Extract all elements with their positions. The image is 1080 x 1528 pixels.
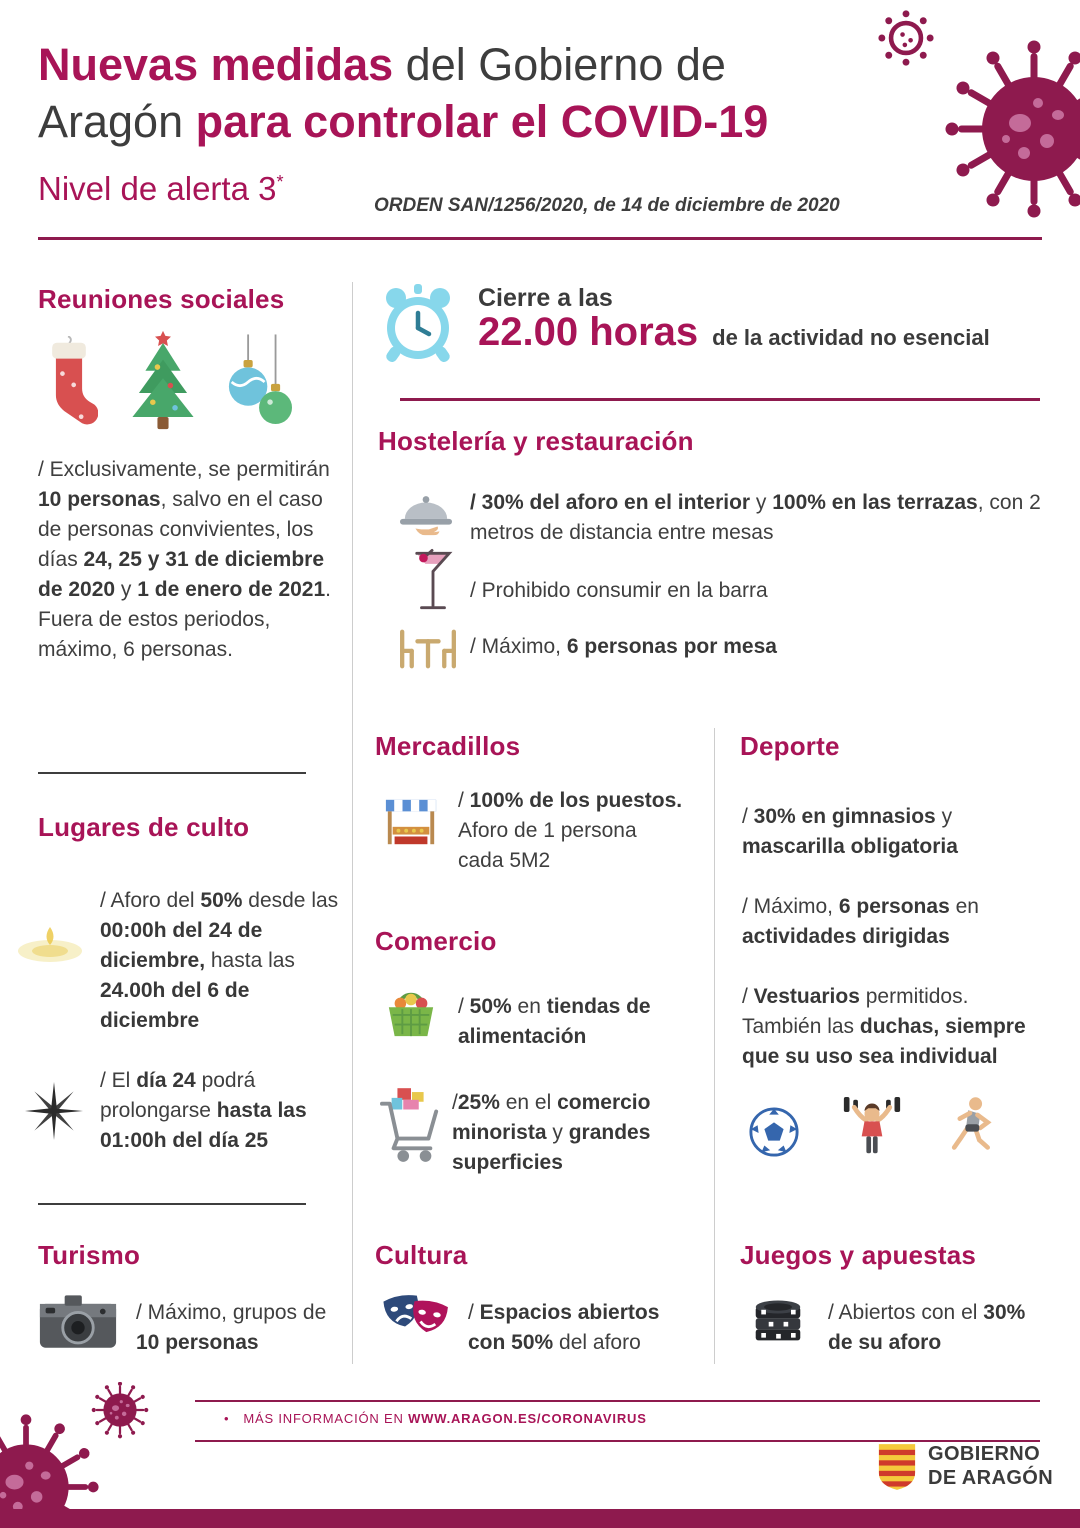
- running-person-icon: [944, 1096, 996, 1158]
- weight-lifting-icon: [842, 1094, 902, 1158]
- divider-left-1: [38, 772, 306, 774]
- order-reference: ORDEN SAN/1256/2020, de 14 de diciembre de 2020: [374, 195, 840, 216]
- cocktail-icon: [412, 548, 454, 614]
- comercio-paragraph-2: /25% en el comercio minorista y grandes superficies: [452, 1091, 651, 1174]
- title-accent-first: Nuevas medidas: [38, 39, 394, 90]
- aragon-flag-shield-icon: [876, 1442, 918, 1492]
- sparkle-star-icon: [25, 1082, 83, 1140]
- deporte-paragraph-3: / Vestuarios permitidos. También las duchas, siempre que su uso sea individual: [742, 985, 1026, 1068]
- logo-text: GOBIERNO DE ARAGÓN: [928, 1443, 1054, 1489]
- hosteleria-item-2: / Prohibido consumir en la barra: [470, 579, 768, 602]
- culto-item-2: / El día 24 podrá prolongarse hasta las 01:00h del día 25: [100, 1069, 307, 1152]
- serving-dish-icon: [398, 488, 454, 540]
- section-title-turismo: Turismo: [38, 1240, 141, 1270]
- shopping-cart-icon: [380, 1084, 442, 1166]
- section-title-cultura: Cultura: [375, 1240, 468, 1270]
- closure-time: 22.00 horas: [478, 310, 699, 354]
- deporte-paragraph-2: / Máximo, 6 personas en actividades dirigidas: [742, 895, 979, 948]
- section-title-reuniones: Reuniones sociales: [38, 284, 285, 314]
- section-title-comercio: Comercio: [375, 926, 497, 956]
- sports-icons: [748, 1094, 996, 1158]
- juegos-paragraph: / Abiertos con el 30% de su aforo: [828, 1301, 1026, 1354]
- mercadillos-paragraph: / 100% de los puestos. Aforo de 1 persona cada 5M2: [458, 789, 683, 872]
- footer-divider-top: [195, 1400, 1040, 1402]
- divider-vertical-right: [714, 728, 715, 1364]
- christmas-icons: [40, 330, 292, 430]
- closure-divider: [400, 398, 1040, 401]
- christmas-tree-icon: [122, 330, 204, 430]
- coronavirus-decoration-bottom-left-icon: [0, 1382, 196, 1528]
- candle-glow-icon: [16, 915, 91, 970]
- alert-level: Nivel de alerta 3*: [38, 170, 284, 207]
- section-title-juegos: Juegos y apuestas: [740, 1240, 977, 1270]
- coronavirus-decoration-top-right-icon: [864, 0, 1080, 266]
- table-and-chairs-icon: [398, 626, 458, 670]
- poker-chips-icon: [752, 1292, 804, 1348]
- closure-intro: Cierre a las: [478, 284, 613, 312]
- deporte-paragraph-1: / 30% en gimnasios y mascarilla obligatoria: [742, 805, 958, 858]
- christmas-stocking-icon: [40, 336, 98, 430]
- section-title-mercadillos: Mercadillos: [375, 731, 521, 761]
- title-accent-second: para controlar el COVID-19: [195, 96, 769, 148]
- hosteleria-item-3: / Máximo, 6 personas por mesa: [470, 635, 777, 658]
- culto-item-1: / Aforo del 50% desde las 00:00h del 24 de diciembre, hasta las 24.00h del 6 de diciembre: [100, 889, 339, 1032]
- comercio-paragraph-1: / 50% en tiendas de alimentación: [458, 995, 651, 1048]
- hosteleria-item-1: / 30% del aforo en el interior y 100% en las terrazas, con 2 metros de distancia entre mesas: [470, 491, 1041, 544]
- grocery-basket-icon: [385, 986, 437, 1040]
- gobierno-aragon-logo: [876, 1442, 1053, 1492]
- section-title-culto: Lugares de culto: [38, 812, 250, 842]
- closure-time-line: [478, 310, 990, 355]
- alarm-clock-icon: [376, 282, 460, 366]
- market-stall-icon: [383, 794, 439, 850]
- divider-left-2: [38, 1203, 306, 1205]
- page-title: Nuevas medidas del Gobierno de Aragón para controlar el COVID-19: [38, 39, 769, 148]
- reuniones-paragraph: / Exclusivamente, se permitirán 10 personas, salvo en el caso de personas convivientes, los días 24, 25 y 31 de diciembre de 2020 y 1 de enero de 2021. Fuera de estos periodos, máximo, 6 personas.: [38, 458, 332, 661]
- footer-url: WWW.ARAGON.ES/CORONAVIRUS: [408, 1411, 647, 1426]
- section-title-hosteleria: Hostelería y restauración: [378, 426, 694, 456]
- theater-masks-icon: [383, 1292, 449, 1348]
- section-title-deporte: Deporte: [740, 731, 840, 761]
- christmas-baubles-icon: [228, 334, 292, 430]
- soccer-ball-icon: [748, 1106, 800, 1158]
- footer-info: • MÁS INFORMACIÓN EN WWW.ARAGON.ES/CORONAVIRUS: [224, 1411, 647, 1426]
- camera-icon: [38, 1292, 118, 1352]
- cultura-paragraph: / Espacios abiertos con 50% del aforo: [468, 1301, 660, 1354]
- turismo-paragraph: / Máximo, grupos de 10 personas: [136, 1301, 327, 1354]
- closure-rest: de la actividad no esencial: [712, 325, 990, 350]
- bottom-bar: [0, 1509, 1080, 1528]
- divider-vertical-left: [352, 282, 353, 1364]
